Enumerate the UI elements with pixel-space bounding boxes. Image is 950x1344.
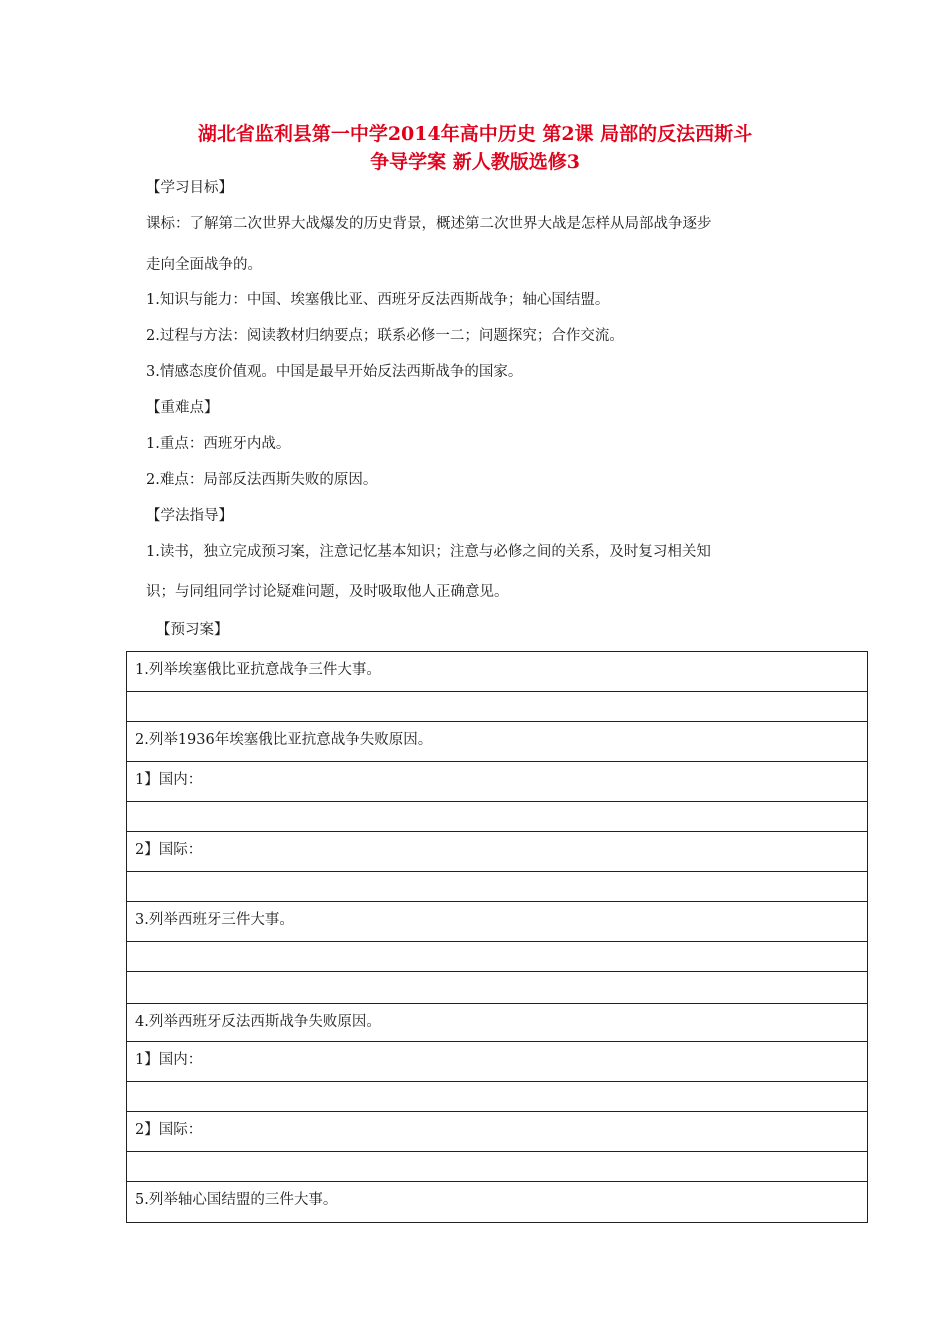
table-cell xyxy=(127,652,868,692)
table-row xyxy=(127,1112,868,1152)
curriculum-line-1: 课标：了解第二次世界大战爆发的历史背景，概述第二次世界大战是怎样从局部战争逐步 xyxy=(146,216,712,232)
table-cell-text xyxy=(135,872,859,878)
answer-blank-cell[interactable] xyxy=(127,692,868,722)
table-row xyxy=(127,652,868,692)
title-line-2: 争导学案 新人教版选修3 xyxy=(370,151,580,173)
table-cell-text: 2】国际： xyxy=(135,1122,203,1138)
table-cell xyxy=(127,832,868,872)
table-cell xyxy=(127,1004,868,1042)
table-cell-text xyxy=(135,1082,859,1088)
answer-blank-cell[interactable] xyxy=(127,942,868,972)
table-cell-text: 1】国内： xyxy=(135,772,203,788)
table-cell xyxy=(127,902,868,942)
difficult-point: 2.难点：局部反法西斯失败的原因。 xyxy=(146,472,378,488)
table-row xyxy=(127,972,868,1004)
table-row xyxy=(127,692,868,722)
table-cell-text xyxy=(135,802,859,808)
table-cell xyxy=(127,722,868,762)
preview-table xyxy=(126,651,868,1223)
table-cell-text: 4.列举西班牙反法西斯战争失败原因。 xyxy=(135,1014,381,1030)
table-cell-text xyxy=(135,1152,859,1158)
curriculum-line-2: 走向全面战争的。 xyxy=(146,257,262,273)
answer-blank-cell[interactable] xyxy=(127,802,868,832)
table-cell-text xyxy=(135,972,859,978)
goal-values: 3.情感态度价值观。中国是最早开始反法西斯战争的国家。 xyxy=(146,364,523,380)
table-row xyxy=(127,1152,868,1182)
goals-heading: 【学习目标】 xyxy=(146,180,233,196)
preview-heading: 【预习案】 xyxy=(156,622,229,638)
method-heading: 【学法指导】 xyxy=(146,508,233,524)
answer-blank-cell[interactable] xyxy=(127,972,868,1004)
document-title xyxy=(120,120,830,176)
table-row xyxy=(127,802,868,832)
goal-knowledge: 1.知识与能力：中国、埃塞俄比亚、西班牙反法西斯战争；轴心国结盟。 xyxy=(146,292,610,308)
answer-blank-cell[interactable] xyxy=(127,1152,868,1182)
table-cell-text xyxy=(135,942,859,948)
table-row xyxy=(127,872,868,902)
title-line-1: 湖北省监利县第一中学2014年高中历史 第2课 局部的反法西斯斗 xyxy=(197,123,753,145)
method-line-2: 识；与同组同学讨论疑难问题，及时吸取他人正确意见。 xyxy=(146,584,509,600)
goal-process: 2.过程与方法：阅读教材归纳要点；联系必修一二；问题探究；合作交流。 xyxy=(146,328,624,344)
key-point: 1.重点：西班牙内战。 xyxy=(146,436,291,452)
table-row xyxy=(127,722,868,762)
table-row xyxy=(127,942,868,972)
table-cell-text xyxy=(135,692,859,698)
table-cell xyxy=(127,1112,868,1152)
table-row xyxy=(127,1042,868,1082)
table-cell xyxy=(127,1182,868,1223)
key-points-heading: 【重难点】 xyxy=(146,400,219,416)
method-line-1: 1.读书，独立完成预习案，注意记忆基本知识；注意与必修之间的关系，及时复习相关知 xyxy=(146,544,711,560)
table-cell-text: 5.列举轴心国结盟的三件大事。 xyxy=(135,1192,338,1208)
table-row xyxy=(127,902,868,942)
table-row xyxy=(127,762,868,802)
table-row xyxy=(127,1182,868,1223)
table-row xyxy=(127,1004,868,1042)
table-cell-text: 2.列举1936年埃塞俄比亚抗意战争失败原因。 xyxy=(135,732,433,748)
table-row xyxy=(127,1082,868,1112)
answer-blank-cell[interactable] xyxy=(127,1082,868,1112)
table-cell-text: 1】国内： xyxy=(135,1052,203,1068)
table-row xyxy=(127,832,868,872)
table-cell-text: 1.列举埃塞俄比亚抗意战争三件大事。 xyxy=(135,662,381,678)
table-cell-text: 3.列举西班牙三件大事。 xyxy=(135,912,294,928)
table-cell-text: 2】国际： xyxy=(135,842,203,858)
answer-blank-cell[interactable] xyxy=(127,872,868,902)
table-cell xyxy=(127,1042,868,1082)
table-cell xyxy=(127,762,868,802)
